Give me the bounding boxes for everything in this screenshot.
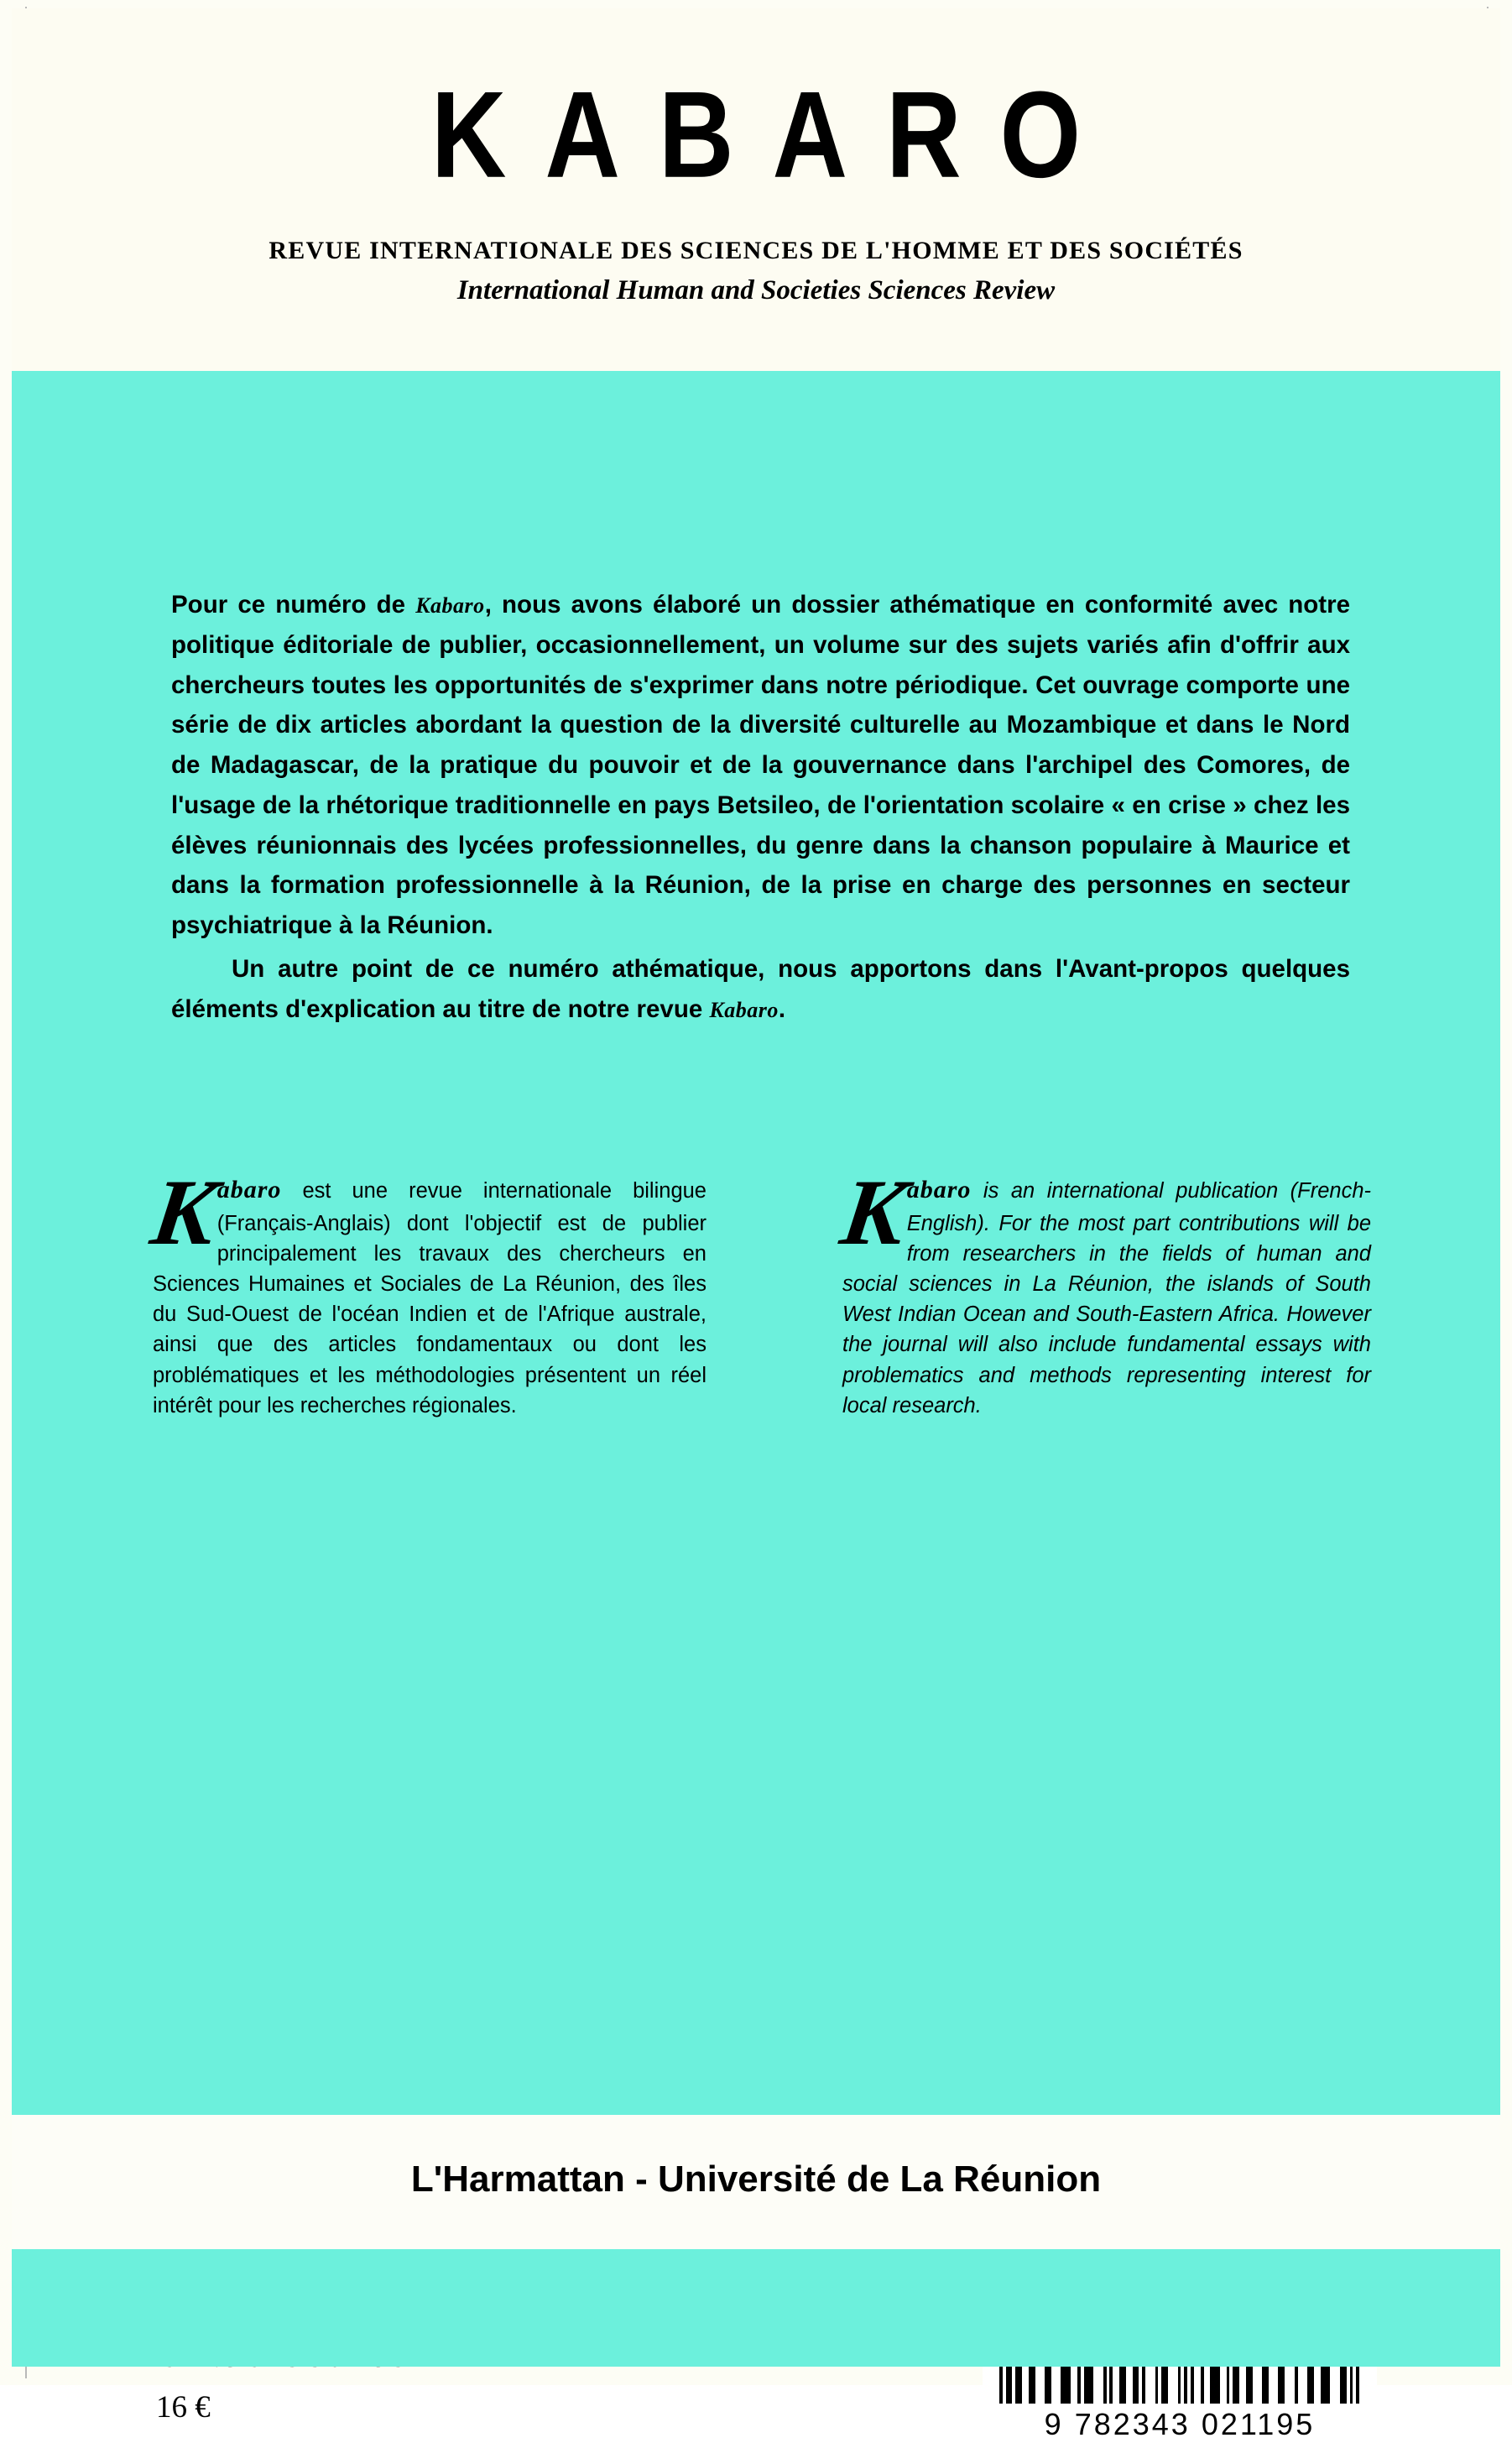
journal-name-english: abaro xyxy=(906,1176,972,1203)
barcode-digits xyxy=(1045,2407,1316,2442)
about-column-english xyxy=(835,1161,1371,1421)
cover-bottom-band xyxy=(12,2249,1500,2367)
about-text-french: est une revue internationale bilingue (Français-Anglais) dont l'objectif est de publier principalement les travaux des chercheurs en Sciences Humaines et Sociales de La Réunion, des îles du Sud-Ouest de l'océan Indien et de l'Afrique australe, ainsi que des articles fondamentaux ou dont les problématiques et les méthodologies présentent un réel intérêt pour les recherches régionales. xyxy=(153,1179,706,1417)
intro-text-1: Pour ce numéro de xyxy=(171,591,416,619)
journal-name-inline-2: Kabaro xyxy=(709,997,779,1022)
about-column-french xyxy=(145,1161,706,1421)
intro-text-4: . xyxy=(778,994,786,1023)
dropcap-english: K xyxy=(835,1161,913,1265)
cover-header xyxy=(12,8,1500,371)
barcode-digit-lead: 9 xyxy=(1044,2407,1064,2441)
journal-masthead: KABARO xyxy=(430,66,1120,204)
issue-description-paragraph-2 xyxy=(171,949,1350,1030)
issue-description xyxy=(171,585,1350,1030)
subtitle-french: REVUE INTERNATIONALE DES SCIENCES DE L'HOMME ET DES SOCIÉTÉS xyxy=(269,237,1243,264)
journal-name-inline: Kabaro xyxy=(415,593,485,618)
journal-name-french: abaro xyxy=(216,1176,282,1203)
subtitle-english: International Human and Societies Sciences Review xyxy=(456,275,1056,305)
barcode-digits-left: 782343 xyxy=(1074,2407,1191,2441)
barcode-digits-right: 021195 xyxy=(1201,2407,1316,2441)
publisher-name: L'Harmattan - Université de La Réunion xyxy=(410,2159,1102,2200)
price-text: 16 € xyxy=(156,2390,211,2425)
intro-text-3: Un autre point de ce numéro athématique, nous apportons dans l'Avant-propos quelques éléments d'explication au titre de notre revue xyxy=(171,955,1350,1023)
dropcap-french: K xyxy=(145,1161,223,1265)
issue-description-paragraph-1 xyxy=(171,585,1350,946)
about-text-english: is an international publication (French-English). For the most part contributions will be from researchers in the fields of human and social sciences in La Réunion, the islands of South West Indian Ocean and South-Eastern Africa. However the journal will also include fundamental essays with problematics and methods representing interest for local research. xyxy=(842,1179,1371,1417)
intro-text-2: , nous avons élaboré un dossier athématique en conformité avec notre politique éditoriale de publier, occasionnellement, un volume sur des sujets variés afin d'offrir aux chercheurs toutes les opportunités de s'exprimer dans notre périodique. Cet ouvrage comporte une série de dix articles abordant la question de la diversité culturelle au Mozambique et dans le Nord de Madagascar, de la pratique du pouvoir et de la gouvernance dans l'archipel des Comores, de l'usage de la rhétorique traditionnelle en pays Betsileo, de l'orientation scolaire « en crise » chez les élèves réunionnais des lycées professionnelles, du genre dans la chanson populaire à Maurice et dans la formation professionnelle à la Réunion, de la prise en charge des personnes en secteur psychiatrique à la Réunion. xyxy=(171,591,1350,940)
